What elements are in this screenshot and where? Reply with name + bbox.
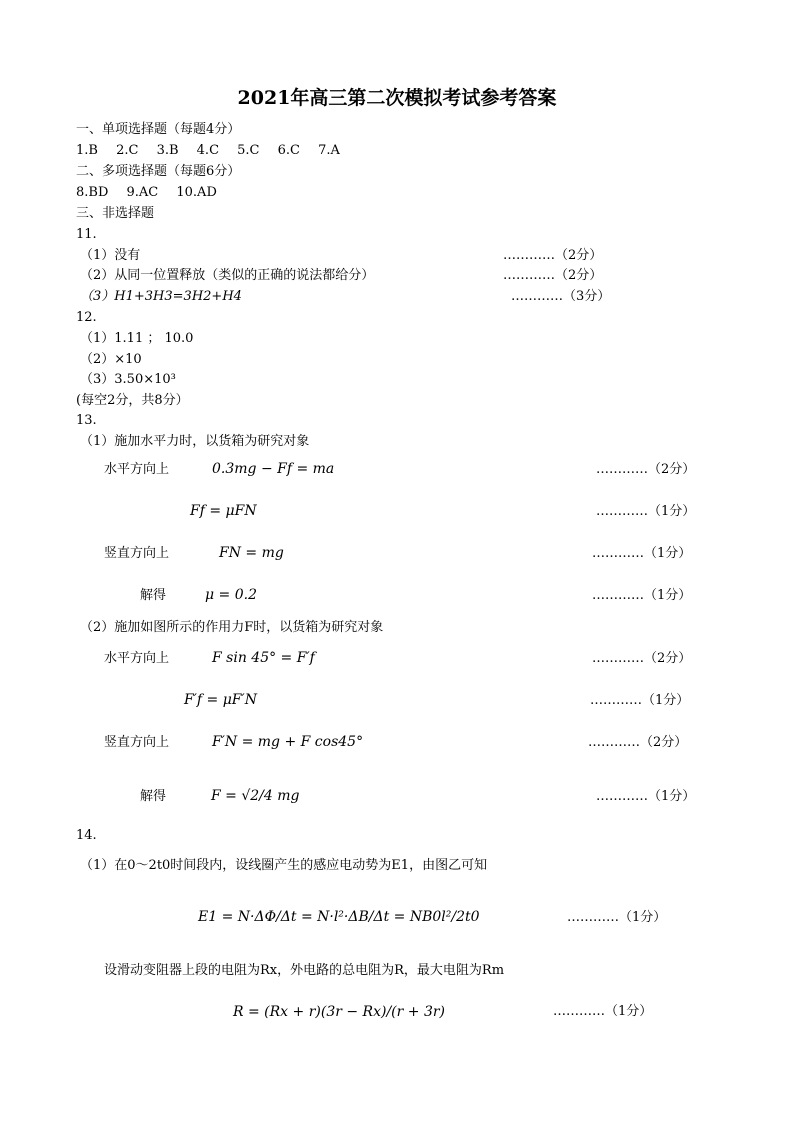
q14-score-2: …………（1分） bbox=[553, 1004, 653, 1019]
q12-line-4: (每空2分，共8分） bbox=[76, 393, 189, 408]
section-heading-single-choice: 一、单项选择题（每题4分） bbox=[76, 122, 241, 137]
q11-line-1: （1）没有 bbox=[80, 248, 141, 263]
q13-horizontal-label-2: 水平方向上 bbox=[104, 651, 170, 666]
q13-vertical-label-2: 竖直方向上 bbox=[104, 735, 170, 750]
q13-score-6: …………（1分） bbox=[590, 693, 690, 708]
q13-eq-8: F = √2/4 mg bbox=[211, 788, 300, 804]
q13-part-1-heading: （1）施加水平力时，以货箱为研究对象 bbox=[80, 434, 310, 449]
section-heading-non-choice: 三、非选择题 bbox=[76, 206, 155, 221]
q11-score-2: …………（2分） bbox=[503, 268, 603, 283]
q14-eq-2: R = (Rx + r)(3r − Rx)/(r + 3r) bbox=[233, 1004, 446, 1020]
q13-score-3: …………（1分） bbox=[592, 546, 692, 561]
q13-eq-4: μ = 0.2 bbox=[205, 587, 257, 603]
q14-eq-1: E1 = N·ΔΦ/Δt = N·l²·ΔB/Δt = NB0l²/2t0 bbox=[198, 909, 480, 925]
q12-line-1: （1）1.11 ； 10.0 bbox=[80, 331, 194, 346]
q11-score-3: …………（3分） bbox=[511, 289, 611, 304]
q13-score-4: …………（1分） bbox=[592, 588, 692, 603]
q13-eq-7: F′N = mg + F cos45° bbox=[212, 734, 364, 750]
q13-solve-label-1: 解得 bbox=[140, 588, 167, 603]
question-number-12: 12. bbox=[76, 310, 97, 325]
question-number-14: 14. bbox=[76, 828, 97, 843]
q12-line-2: （2）×10 bbox=[80, 352, 142, 367]
q14-part-1-heading: （1）在0～2t0时间段内，设线圈产生的感应电动势为E1，由图乙可知 bbox=[80, 858, 488, 873]
q11-line-3: （3）H1+3H3=3H2+H4 bbox=[80, 289, 242, 304]
q13-eq-5: F sin 45° = F′f bbox=[212, 650, 315, 666]
q11-score-1: …………（2分） bbox=[503, 248, 603, 263]
q13-part-2-heading: （2）施加如图所示的作用力F时，以货箱为研究对象 bbox=[80, 620, 384, 635]
page-title: 2021年高三第二次模拟考试参考答案 bbox=[237, 87, 557, 109]
q13-eq-6: F′f = μF′N bbox=[184, 692, 257, 708]
multi-choice-answers: 8.BD 9.AC 10.AD bbox=[76, 185, 217, 200]
q13-score-2: …………（1分） bbox=[596, 504, 696, 519]
section-heading-multi-choice: 二、多项选择题（每题6分） bbox=[76, 164, 241, 179]
q13-vertical-label-1: 竖直方向上 bbox=[104, 546, 170, 561]
q11-line-2: （2）从同一位置释放（类似的正确的说法都给分） bbox=[80, 268, 375, 283]
q13-score-1: …………（2分） bbox=[596, 462, 696, 477]
q12-line-3: （3）3.50×10³ bbox=[80, 372, 176, 387]
q13-score-5: …………（2分） bbox=[592, 651, 692, 666]
q13-eq-1: 0.3mg − Ff = ma bbox=[212, 461, 335, 477]
q13-horizontal-label-1: 水平方向上 bbox=[104, 462, 170, 477]
q13-eq-3: FN = mg bbox=[219, 545, 284, 561]
q13-score-7: …………（2分） bbox=[588, 735, 688, 750]
q13-score-8: …………（1分） bbox=[596, 789, 696, 804]
q13-solve-label-2: 解得 bbox=[140, 789, 167, 804]
single-choice-answers: 1.B 2.C 3.B 4.C 5.C 6.C 7.A bbox=[76, 143, 340, 158]
q13-eq-2: Ff = μFN bbox=[190, 503, 257, 519]
q14-score-1: …………（1分） bbox=[567, 910, 667, 925]
question-number-11: 11. bbox=[76, 227, 97, 242]
q14-line-2: 设滑动变阻器上段的电阻为Rx，外电路的总电阻为R，最大电阻为Rm bbox=[104, 963, 505, 978]
question-number-13: 13. bbox=[76, 413, 97, 428]
